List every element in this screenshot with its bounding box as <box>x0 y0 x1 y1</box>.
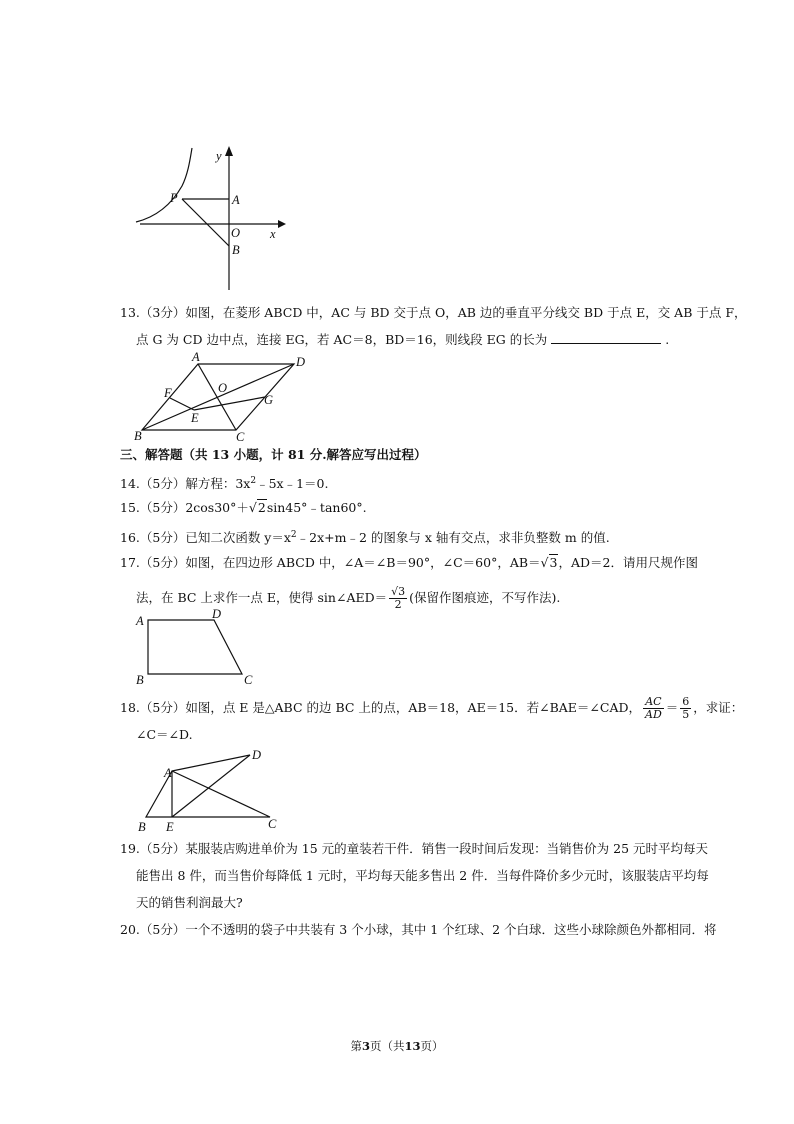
page-footer <box>0 1038 794 1054</box>
rhombus-figure <box>130 350 320 444</box>
triangle-figure <box>134 745 284 835</box>
label-c: C <box>268 817 277 831</box>
q13-line1: 13.（3分）如图，在菱形 ABCD 中，AC 与 BD 交于点 O，AB 边的垂直平分线交 BD 于点 E，交 AB 于点 F， <box>120 305 747 320</box>
q20-line1: 20.（5分）一个不透明的袋子中共装有 3 个小球，其中 1 个红球、2 个白球．这些小球除颜色外都相同．将 <box>120 922 717 937</box>
q18-fraction-6-5 <box>680 696 691 721</box>
q19-line1: 19.（5分）某服装店购进单价为 15 元的童装若干件．销售一段时间后发现：当销售价为 25 元时平均每天 <box>120 841 709 856</box>
q13-line2-end: . <box>665 332 670 347</box>
q18-text-b: ，求证： <box>693 700 744 715</box>
q16-text-a: 16.（5分）已知二次函数 y＝x <box>120 530 291 546</box>
label-g: G <box>264 393 274 407</box>
q18-line1 <box>120 696 743 721</box>
label-c: C <box>236 430 245 444</box>
q15-sqrt: √2 <box>248 500 266 515</box>
q16 <box>120 526 610 547</box>
label-x: x <box>270 227 276 241</box>
label-b: B <box>138 820 146 834</box>
label-e: E <box>166 820 174 834</box>
y-axis-arrow <box>225 146 233 156</box>
q17-text-b: ，AD＝2．请用尺规作图 <box>558 555 698 570</box>
q17-radicand: 3 <box>549 555 558 570</box>
label-o: O <box>218 381 228 395</box>
hyperbola-curve <box>136 148 192 222</box>
q18-equals: ＝ <box>665 700 679 715</box>
q17-line2-end: (保留作图痕迹，不写作法). <box>409 590 561 605</box>
label-d: D <box>296 355 306 369</box>
label-a: A <box>192 350 200 364</box>
label-e: E <box>191 411 199 425</box>
q18-frac2-denominator: 5 <box>682 708 690 721</box>
segment-eg <box>194 397 265 410</box>
label-b: B <box>232 243 240 257</box>
label-o: O <box>231 226 241 240</box>
q19-line2: 能售出 8 件，而当售价每降低 1 元时，平均每天能多售出 2 件．当每件降价多少元时，该服装店平均每 <box>136 868 709 883</box>
q14-text-a: 14.（5分）解方程：3x <box>120 476 251 492</box>
q17-line2-text: 法，在 BC 上求作一点 E，使得 sin∠AED＝ <box>136 590 388 605</box>
q18-fraction-ac-ad <box>643 696 664 721</box>
label-c: C <box>244 673 253 687</box>
trapezoid-outline <box>148 620 242 674</box>
section-3-heading: 三、解答题（共 13 小题，计 81 分.解答应写出过程） <box>120 447 427 462</box>
q18-frac-numerator: AC <box>643 696 664 709</box>
footer-page-number: 3 <box>361 1039 370 1053</box>
q18-text-a: 18.（5分）如图，点 E 是△ABC 的边 BC 上的点，AB＝18，AE＝15．若∠BAE＝∠CAD， <box>120 700 642 715</box>
q14-text-b: ﹣5x﹣1＝0. <box>256 476 329 492</box>
coordinate-graph-figure <box>130 140 290 300</box>
label-y: y <box>216 149 222 163</box>
label-b: B <box>136 673 144 687</box>
q16-exponent: 2 <box>290 530 297 540</box>
q17-sqrt: √3 <box>540 555 558 570</box>
q17-fraction <box>389 586 407 611</box>
segment-pb <box>182 199 229 246</box>
footer-suffix: 页） <box>420 1039 444 1053</box>
footer-mid: 页（共 <box>370 1039 405 1053</box>
q14 <box>120 472 328 493</box>
q17-text-a: 17.（5分）如图，在四边形 ABCD 中，∠A＝∠B＝90°，∠C＝60°，AB＝ <box>120 555 541 570</box>
label-a: A <box>232 193 240 207</box>
q13-line2-text: 点 G 为 CD 边中点，连接 EG，若 AC＝8，BD＝16，则线段 EG 的长为 <box>136 332 548 347</box>
label-a: A <box>164 766 172 780</box>
q15-text-a: 15.（5分）2cos30°＋ <box>120 500 249 515</box>
q15-text-b: sin45°﹣tan60°. <box>266 500 367 515</box>
label-d: D <box>252 748 262 762</box>
q18-line2: ∠C＝∠D. <box>136 727 193 742</box>
q18-frac2-numerator: 6 <box>682 695 690 708</box>
q19-line3: 天的销售利润最大? <box>136 895 243 910</box>
q13-line2 <box>136 331 669 349</box>
q17-frac-numerator: √3 <box>391 585 406 598</box>
footer-total-pages: 13 <box>404 1039 421 1053</box>
q17-frac-denominator: 2 <box>394 598 402 611</box>
segment-ad <box>172 755 250 771</box>
trapezoid-figure <box>134 608 264 686</box>
label-f: F <box>164 386 172 400</box>
q15 <box>120 499 367 517</box>
q15-radicand: 2 <box>257 500 266 515</box>
segment-ed <box>172 755 250 817</box>
label-p: P <box>170 191 178 205</box>
segment-fe <box>170 398 194 410</box>
q18-frac-denominator: AD <box>645 708 662 721</box>
footer-prefix: 第 <box>350 1039 362 1053</box>
q17-line1 <box>120 554 698 572</box>
x-axis-arrow <box>278 220 286 228</box>
label-a: A <box>136 614 144 628</box>
label-d: D <box>212 607 222 621</box>
q14-exponent: 2 <box>250 476 257 486</box>
q16-text-b: ﹣2x+m﹣2 的图象与 x 轴有交点，求非负整数 m 的值. <box>296 530 610 546</box>
label-b: B <box>134 429 142 443</box>
q13-answer-blank[interactable] <box>551 331 661 344</box>
